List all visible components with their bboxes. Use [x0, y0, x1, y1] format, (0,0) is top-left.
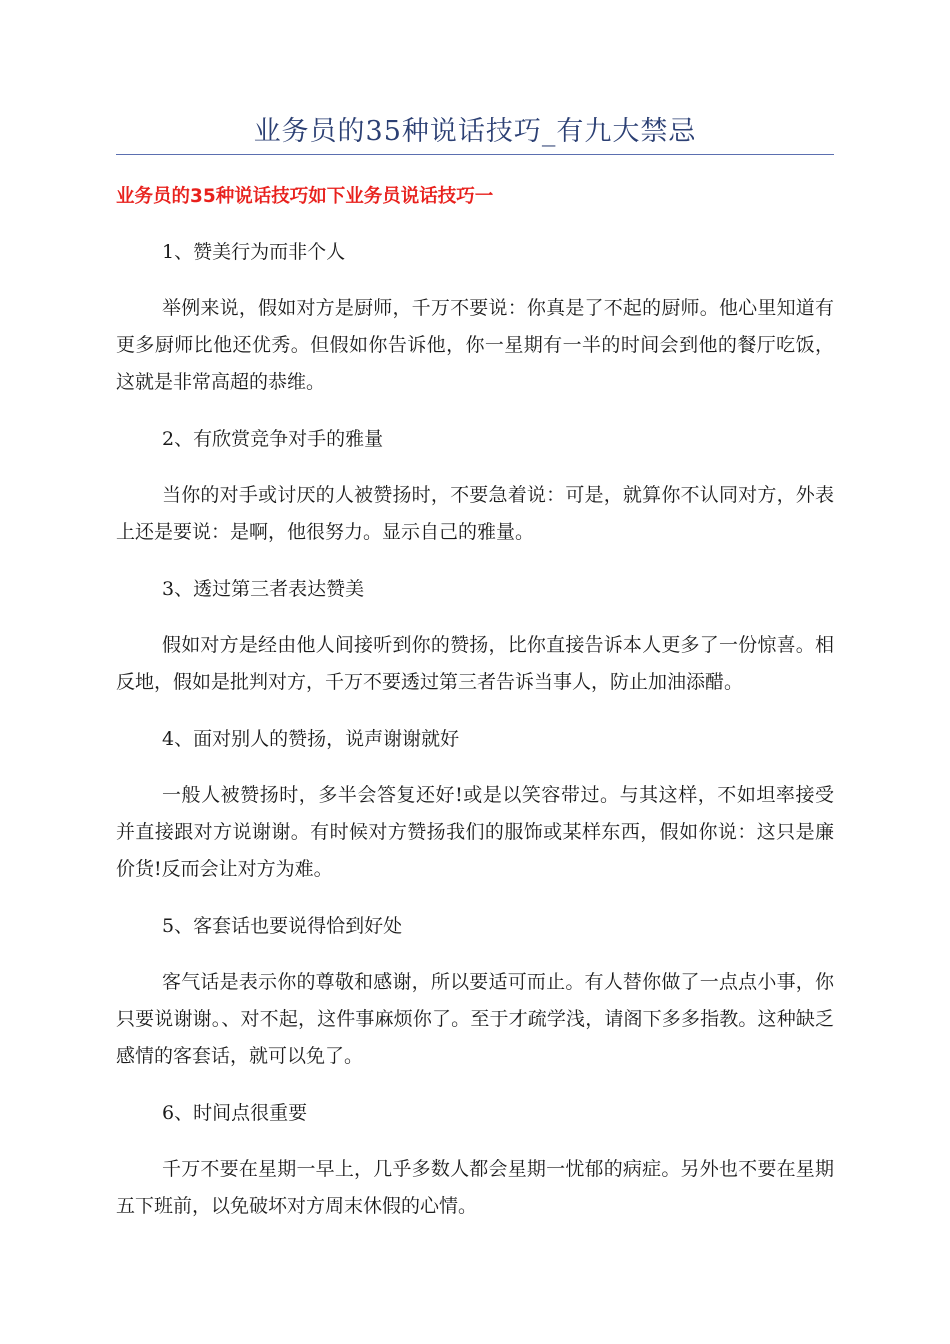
- section-body-4: 一般人被赞扬时，多半会答复还好!或是以笑容带过。与其这样，不如坦率接受并直接跟对方说谢谢。有时候对方赞扬我们的服饰或某样东西，假如你说：这只是廉价货!反而会让对方为难。: [116, 784, 834, 880]
- title-underline: [116, 154, 834, 155]
- section-body-6: 千万不要在星期一早上，几乎多数人都会星期一忧郁的病症。另外也不要在星期五下班前，以免破坏对方周末休假的心情。: [116, 1158, 834, 1217]
- document-body: [116, 177, 834, 1225]
- section-body-5: 客气话是表示你的尊敬和感谢，所以要适可而止。有人替你做了一点点小事，你只要说谢谢。、对不起，这件事麻烦你了。至于才疏学浅，请阁下多多指教。这种缺乏感情的客套话，就可以免了。: [116, 971, 834, 1067]
- section-body-2: 当你的对手或讨厌的人被赞扬时，不要急着说：可是，就算你不认同对方，外表上还是要说：是啊，他很努力。显示自己的雅量。: [116, 484, 834, 543]
- document-title: 业务员的35种说话技巧_有九大禁忌: [253, 116, 697, 147]
- section-heading-6: 6、时间点很重要: [162, 1102, 308, 1124]
- section-heading-2: 2、有欣赏竞争对手的雅量: [162, 428, 384, 450]
- section-heading-3: 3、透过第三者表达赞美: [162, 578, 365, 600]
- section-body-3: 假如对方是经由他人间接听到你的赞扬，比你直接告诉本人更多了一份惊喜。相反地，假如是批判对方，千万不要透过第三者告诉当事人，防止加油添醋。: [116, 634, 834, 693]
- red-subheading: 业务员的35种说话技巧如下业务员说话技巧一: [116, 186, 494, 207]
- section-heading-5: 5、客套话也要说得恰到好处: [162, 915, 403, 937]
- section-heading-1: 1、赞美行为而非个人: [162, 241, 346, 263]
- section-body-1: 举例来说，假如对方是厨师，千万不要说：你真是了不起的厨师。他心里知道有更多厨师比他还优秀。但假如你告诉他，你一星期有一半的时间会到他的餐厅吃饭，这就是非常高超的恭维。: [116, 297, 834, 393]
- section-heading-4: 4、面对别人的赞扬，说声谢谢就好: [162, 728, 460, 750]
